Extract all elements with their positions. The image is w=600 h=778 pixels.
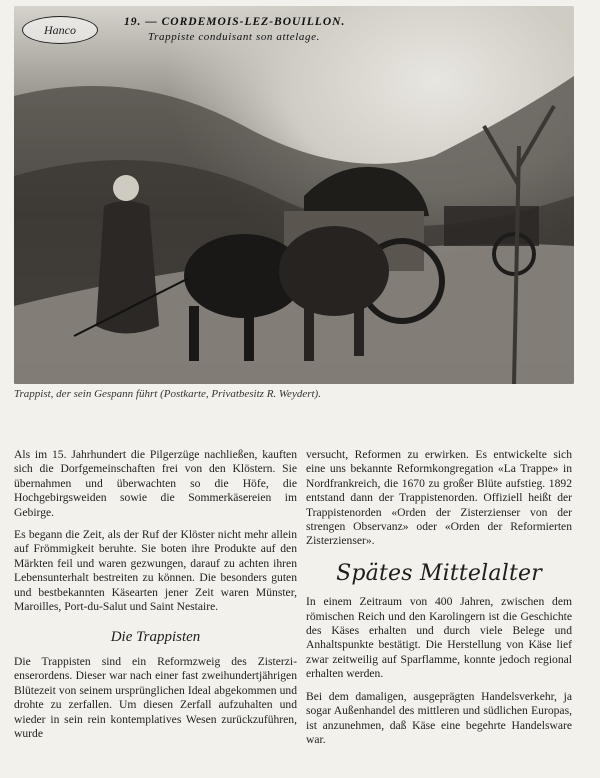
postcard-photo: [14, 6, 574, 384]
photo-scene: [14, 6, 574, 384]
publisher-mark: Hanco: [44, 22, 76, 37]
left-paragraph-3: Die Trappisten sind ein Reformzweig des Zisterzienserordens. Dieser war nach einer fast zweihundertjährigen Blütezeit von seinem ursprünglichen Ideal abgekommen und drohte zu zerfallen. Um diesen Zerfall aufzuhalten und wieder in sein rein kontemplatives Wesen zurückzuführen, wurde: [14, 654, 297, 740]
section-heading-trappisten: Die Trappisten: [110, 629, 201, 646]
postcard-title: 19. — CORDEMOIS-LEZ-BOUILLON.: [124, 16, 346, 28]
right-column: [306, 448, 572, 755]
publisher-logo: [22, 16, 98, 44]
postcard-subtitle: Trappiste conduisant son attelage.: [148, 31, 320, 43]
section-heading-spaetes-mittelalter: Spätes Mittelalter: [336, 560, 542, 586]
right-paragraph-1: versucht, Reformen zu erwirken. Es entwickelte sich eine uns bekannte Reformkongregation «La Trappe» in Nordfrankreich, die 1670 zu großer Blüte aufstieg. 1892 entstand dann der Trappistenorden. Offiziell heißt der Trappistenorden «Orden der Zisterzienser von der strengen Observanz» oder «Orden der Reformierten Zisterzienser».: [306, 448, 572, 548]
right-paragraph-3: Bei dem damaligen, ausgeprägten Handelsverkehr, ja sogar Außenhandel des mittleren und südlichen Europas, ist anzunehmen, daß Käse eine begehrte Handelsware war.: [306, 689, 572, 746]
left-paragraph-2: Es begann die Zeit, als der Ruf der Klöster nicht mehr allein auf Frömmigkeit beruhte. Sie boten ihre Produkte auf den Märkten feil und waren gezwungen, darauf zu achten ihren Lebensunterhalt bestreiten zu können. Die besonders guten und bestbekannten Käsearten jener Zeit waren Münster, Maroilles, Port-du-Salut und Saint Nestaire.: [14, 528, 297, 614]
left-column: [14, 448, 297, 749]
left-paragraph-1: Als im 15. Jahrhundert die Pilgerzüge nachließen, kauften sich die Dorfgemeinschaften frei von den Klöstern. Sie übernahmen und überwachten so die Höfe, die Hochgebirgsweiden sowie die Sommerkäsereien im Gebirge.: [14, 448, 297, 519]
photo-caption: Trappist, der sein Gespann führt (Postkarte, Privatbesitz R. Weydert).: [14, 388, 321, 400]
right-paragraph-2: In einem Zeitraum von 400 Jahren, zwischen dem römischen Reich und den Karolingern ist die Geschichte des Käses erhalten und durch viele Belege und Anhaltspunkte bestätigt. Die Herstellung von Käse lief zwar zeitweilig auf Sparflamme, konnte jedoch regional erhalten werden.: [306, 595, 572, 681]
